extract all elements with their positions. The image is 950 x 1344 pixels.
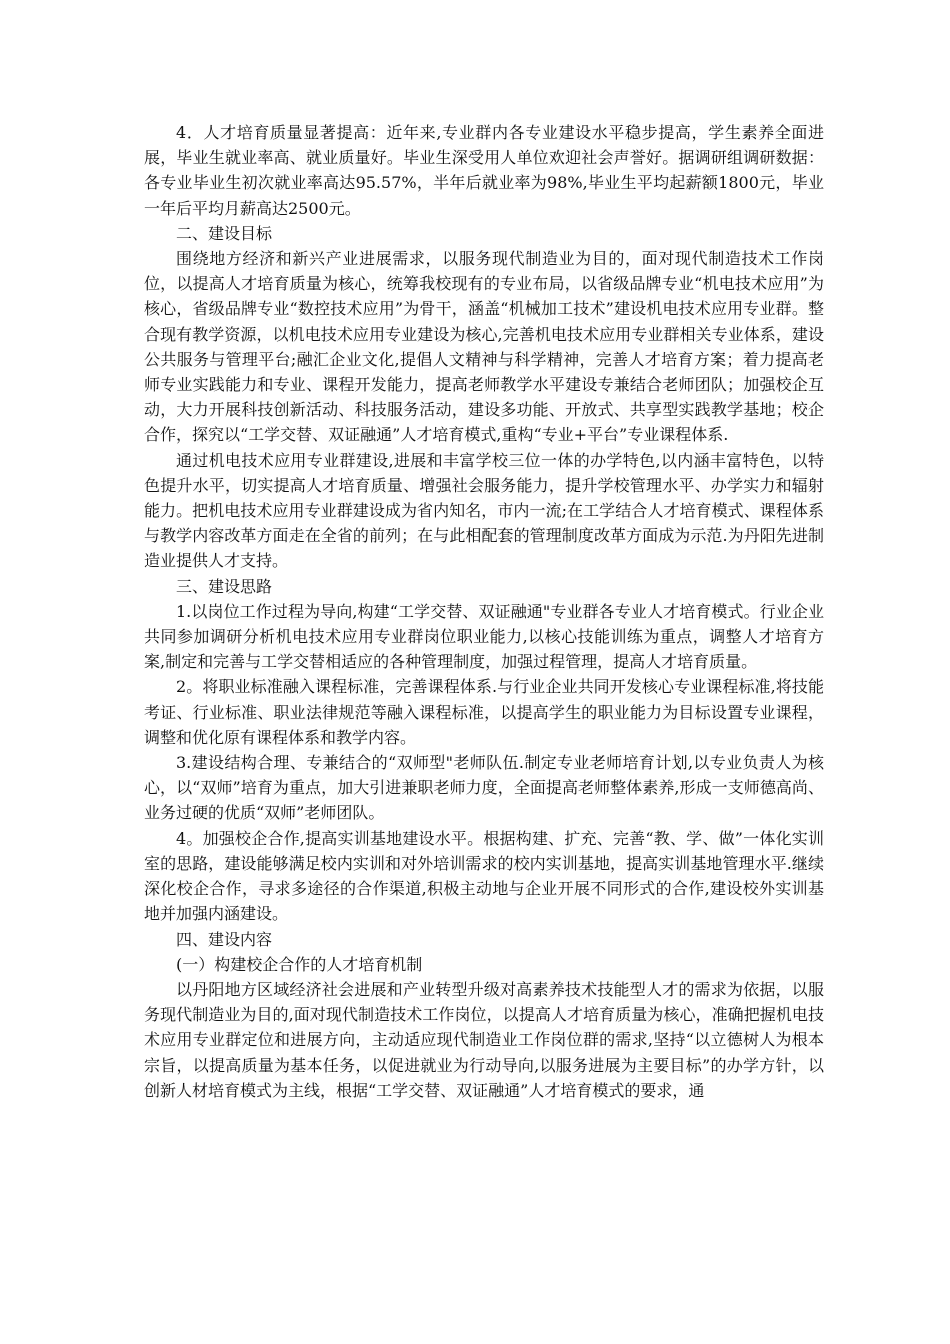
paragraph-quality-improvement: 4．人才培育质量显著提高：近年来,专业群内各专业建设水平稳步提高，学生素养全面进展，毕业生就业率高、就业质量好。毕业生深受用人单位欢迎社会声誉好。据调研组调研数据：各专业毕业生初次就业率高达95.57%，半年后就业率为98%,毕业生平均起薪额1800元，毕业一年后平均月薪高达2500元。 xyxy=(144,123,824,218)
paragraph-goals-1: 围绕地方经济和新兴产业进展需求，以服务现代制造业为目的，面对现代制造技术工作岗位，以提高人才培育质量为核心，统筹我校现有的专业布局，以省级品牌专业“机电技术应用”为核心，省级品牌专业“数控技术应用”为骨干，涵盖“机械加工技术”建设机电技术应用专业群。整合现有教学资源，以机电技术应用专业建设为核心,完善机电技术应用专业群相关专业体系，建设公共服务与管理平台;融汇企业文化,提倡人文精神与科学精神，完善人才培育方案；着力提高老师专业实践能力和专业、课程开发能力，提高老师教学水平建设专兼结合老师团队；加强校企互动，大力开展科技创新活动、科技服务活动，建设多功能、开放式、共享型实践教学基地；校企合作，探究以“工学交替、双证融通”人才培育模式,重构“专业+平台”专业课程体系. xyxy=(144,249,824,445)
heading-construction-content: 四、建设内容 xyxy=(176,929,273,949)
paragraph-goals-2: 通过机电技术应用专业群建设,进展和丰富学校三位一体的办学特色,以内涵丰富特色，以特色提升水平，切实提高人才培育质量、增强社会服务能力，提升学校管理水平、办学实力和辐射能力。把机电技术应用专业群建设成为省内知名，市内一流;在工学结合人才培育模式、课程体系与教学内容改革方面走在全省的前列；在与此相配套的管理制度改革方面成为示范.为丹阳先进制造业提供人才支持。 xyxy=(144,450,824,571)
paragraph-mechanism-1: 以丹阳地方区域经济社会进展和产业转型升级对高素养技术技能型人才的需求为依据，以服务现代制造业为目的,面对现代制造技术工作岗位，以提高人才培育质量为核心，准确把握机电技术应用专业群定位和进展方向，主动适应现代制造业工作岗位群的需求,坚持“以立德树人为根本宗旨，以提高质量为基本任务，以促进就业为行动导向,以服务进展为主要目标”的办学方针，以创新人材培育模式为主线，根据“工学交替、双证融通”人才培育模式的要求，通 xyxy=(144,979,824,1100)
paragraph-ideas-1: 1.以岗位工作过程为导向,构建“工学交替、双证融通"专业群各专业人才培育模式。行业企业共同参加调研分析机电技术应用专业群岗位职业能力,以核心技能训练为重点，调整人才培育方案,制定和完善与工学交替相适应的各种管理制度，加强过程管理，提高人才培育质量。 xyxy=(144,601,824,672)
paragraph-ideas-2: 2。将职业标准融入课程标准，完善课程体系.与行业企业共同开发核心专业课程标准,将技能考证、行业标准、职业法律规范等融入课程标准，以提高学生的职业能力为目标设置专业课程，调整和优化原有课程体系和教学内容。 xyxy=(144,677,824,747)
paragraph-ideas-3: 3.建设结构合理、专兼结合的“双师型"老师队伍.制定专业老师培育计划,以专业负责人为核心，以“双师”培育为重点，加大引进兼职老师力度，全面提高老师整体素养,形成一支师德高尚、业务过硬的优质“双师”老师团队。 xyxy=(144,753,824,823)
heading-construction-ideas: 三、建设思路 xyxy=(176,576,273,596)
heading-mechanism: (一）构建校企合作的人才培育机制 xyxy=(176,954,423,974)
heading-construction-goals: 二、建设目标 xyxy=(176,223,273,243)
document-body xyxy=(144,120,824,1103)
paragraph-ideas-4: 4。加强校企合作,提高实训基地建设水平。根据构建、扩充、完善“教、学、做”一体化实训室的思路，建设能够满足校内实训和对外培训需求的校内实训基地，提高实训基地管理水平.继续深化校企合作，寻求多途径的合作渠道,积极主动地与企业开展不同形式的合作,建设校外实训基地并加强内涵建设。 xyxy=(144,828,824,924)
